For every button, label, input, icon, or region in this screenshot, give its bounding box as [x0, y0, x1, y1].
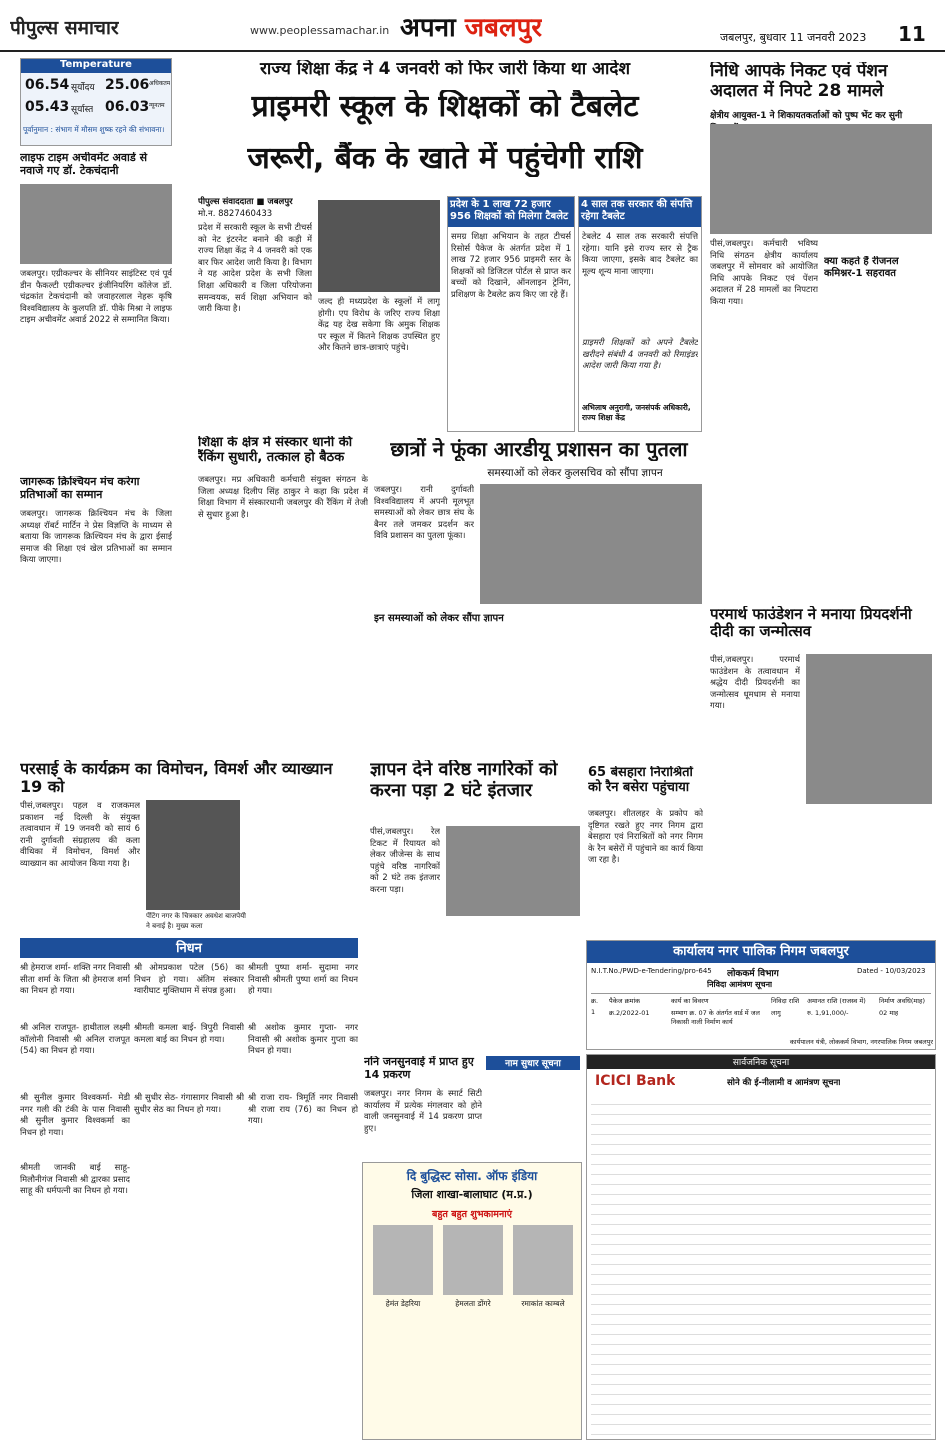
society-person-3: रमाकांत काम्बले	[521, 1299, 565, 1308]
lead-box-2	[578, 196, 702, 432]
lead-byline: पीपुल्स संवाददाता ■ जबलपुर	[198, 197, 293, 207]
lead-box-2-title: 4 साल तक सरकार की संपत्ति रहेगा टैबलेट	[579, 197, 701, 227]
lead-headline-1: प्राइमरी स्कूल के शिक्षकों को टैबलेट	[251, 90, 639, 124]
sunset-time: 05.43	[25, 99, 70, 115]
weather-forecast: पूर्वानुमान : संभाग में मौसम शुष्क रहने की संभावना।	[23, 125, 165, 134]
lead-body-2: जल्द ही मध्यप्रदेश के स्कूलों में लागू होगी। एप विरोध के जरिए राज्य शिक्षा केंद्र यह देख सकेगा कि अमुक शिक्षक पर स्कूल में कितने शिक्षक उपस्थित हुए और कितने छात्र-छात्राएं पहुंचे।	[318, 296, 440, 353]
lead-box-1-title: प्रदेश के 1 लाख 72 हजार 956 शिक्षकों को मिलेगा टैबलेट	[448, 197, 574, 227]
society-person-photo	[513, 1225, 573, 1295]
bank-notice-table	[591, 1095, 931, 1437]
tender-notice	[586, 940, 936, 1050]
hearing-headline: ननि जनसुनवाई में प्राप्त हुए 14 प्रकरण	[364, 1056, 474, 1081]
obits-list	[20, 962, 358, 1442]
effigy-kicker: समस्याओं को लेकर कुलसचिव को सौंपा ज्ञापन	[487, 467, 663, 479]
parsai-headline: परसाई के कार्यक्रम का विमोचन, विमर्श और व्याख्यान 19 को	[20, 760, 333, 797]
lead-box-1	[447, 196, 575, 432]
issue-date: जबलपुर, बुधवार 11 जनवरी 2023	[720, 31, 867, 44]
quiz-headline: जागरूक क्रिश्चियन मंच करेगा प्रतिभाओं का सम्मान	[20, 476, 140, 501]
society-person-1: हेमंत डेहरिया	[385, 1299, 421, 1308]
weather-title: Temperature	[21, 59, 171, 73]
obit-item: श्रीमती पुष्पा शर्मा- सुदामा नगर निवासी श्रीमती पुष्पा शर्मा का निधन हो गया।	[248, 962, 358, 996]
society-ad	[362, 1162, 582, 1440]
weather-box	[20, 58, 172, 146]
lead-box-2-quote: प्राइमरी शिक्षकों को अपने टैबलेट खरीदने संबंधी 4 जनवरी को रिमाइंडर आदेश जारी किया गया है।	[582, 337, 698, 371]
obits-title: निधन	[20, 938, 358, 958]
pension-photo	[710, 124, 932, 234]
tender-col: अमानत राशि (राजस्व में)	[807, 997, 866, 1005]
parsai-body: पीसं,जबलपुर। पहल व राजकमल प्रकाशन नई दिल्ली के संयुक्त तत्वावधान में 19 जनवरी को सायं 6 रानी दुर्गावती संग्रहालय की कला वीथिका में विमोचन, विमर्श और व्याख्यान का आयोजन किया गया है।	[20, 800, 140, 868]
obit-item: श्री अनिल राजपूत- हाथीताल लक्ष्मी कॉलोनी निवासी श्री अनिल राजपूत (54) का निधन हो गया।	[20, 1022, 130, 1056]
bank-notice	[586, 1054, 936, 1440]
obit-item: श्री अशोक कुमार गुप्ता- नगर निवासी श्री अशोक कुमार गुप्ता का निधन हो गया।	[248, 1022, 358, 1056]
lead-box-2-quote-by: अभिलाष अनुरागी, जनसंपर्क अधिकारी, राज्य शिक्षा केंद्र	[582, 403, 691, 422]
tender-cell: सम्भाग क्र. 07 के अंतर्गत वार्ड में जल निकासी नाली निर्माण कार्य	[671, 1009, 760, 1026]
award-photo	[20, 184, 172, 264]
tender-nit: N.I.T.No./PWD-e-Tendering/pro-645	[591, 967, 712, 975]
lead-mobile: मो.न. 8827460433	[198, 209, 273, 219]
obit-item: श्रीमती कमला बाई- त्रिपुरी निवासी कमला बाई का निधन हो गया।	[134, 1022, 244, 1044]
tender-col: पैकेज क्रमांक	[609, 997, 641, 1005]
obit-item: श्री सुधीर सेठ- गंगासागर निवासी श्री सुधीर सेठ का निधन हो गया।	[134, 1092, 244, 1114]
min-label: न्यूनतम	[149, 102, 165, 109]
obit-item: श्री ओमप्रकाश पटेल (56) का निधन हो गया। अंतिम संस्कार ग्वारीघाट मुक्तिधाम में संपन्न हुआ।	[134, 962, 244, 996]
ranking-headline: शिक्षा के क्षेत्र में संस्कार धानी की रैंकिंग सुधारी, तत्काल हो बैठक	[198, 436, 353, 465]
min-temp: 06.03	[105, 99, 150, 115]
tender-footer: कार्यपालन यंत्री, लोककर्म विभाग, नगरपालिक निगम जबलपुर	[789, 1038, 933, 1046]
bank-name: ICICI Bank	[595, 1073, 676, 1089]
page-number: 11	[898, 22, 926, 46]
param-photo	[806, 654, 932, 804]
tender-title: कार्यालय नगर पालिक निगम जबलपुर	[587, 941, 935, 963]
society-wish: बहुत बहुत शुभकामनाएं	[432, 1209, 512, 1220]
tender-col: क्र.	[591, 997, 599, 1005]
lead-box-2-body: टेबलेट 4 साल तक सरकारी संपत्ति रहेगा। यानि इसे राज्य स्तर से ट्रैक किया जाएगा, इसके बाद टैबलेट का मूल्य शून्य माना जाएगा।	[582, 231, 698, 276]
tender-col: कार्य का विवरण	[671, 997, 709, 1005]
section-title-b: जबलपुर	[464, 13, 543, 43]
pension-kicker: क्षेत्रीय आयुक्त-1 ने शिकायतकर्ताओं को पुष्प भेंट कर सुनी	[710, 111, 903, 121]
tender-cell: रु. 1,91,000/-	[807, 1009, 849, 1017]
website-url[interactable]: www.peoplessamachar.in	[250, 24, 390, 37]
tender-col: निविदा राशि	[771, 997, 800, 1005]
param-headline: परमार्थ फाउंडेशन ने मनाया प्रियदर्शनी दीदी का जन्मोत्सव	[710, 606, 912, 641]
param-body: पीसं,जबलपुर। परमार्थ फाउंडेशन के तत्वावधान में श्रद्धेय दीदी प्रियदर्शनी का जन्मोत्सव धूमधाम से मनाया गया।	[710, 654, 800, 711]
tender-cell: लागू	[771, 1009, 781, 1017]
tender-col: निर्माण अवधि(माह)	[879, 997, 925, 1005]
parsai-caption: पेंटिंग नगर के चित्रकार अवधेश बाजपेयी ने बनाई है। मुख्य कला	[146, 912, 246, 930]
shelter-body: जबलपुर। शीतलहर के प्रकोप को दृष्टिगत रखते हुए नगर निगम द्वारा बेसहारा एवं निराश्रितों को नगर निगम के रैन बसेरों में पहुंचाने का कार्य किया जा रहा है।	[588, 808, 703, 865]
sunset-label: सूर्यास्त	[71, 105, 94, 115]
tender-table	[591, 993, 931, 1033]
newspaper-logo: पीपुल्स समाचार	[10, 17, 119, 39]
tender-notice-label: निविदा आमंत्रण सूचना	[707, 980, 773, 989]
shelter-headline: 65 बेसहारा निराश्रितों को रैन बसेरा पहुंचाया	[588, 766, 693, 795]
tender-dated: Dated - 10/03/2023	[857, 967, 926, 975]
max-label: अधिकतम	[149, 80, 171, 87]
society-name: दि बुद्धिस्ट सोसा. ऑफ इंडिया	[406, 1169, 538, 1183]
pension-body: पीसं,जबलपुर। कर्मचारी भविष्य निधि संगठन क्षेत्रीय कार्यालय जबलपुर में सोमवार को आयोजित निधि आपके निकट एवं पेंशन अदालत में 28 मामलों का निपटारा किया गया।	[710, 238, 818, 306]
effigy-body: जबलपुर। रानी दुर्गावती विश्वविद्यालय में अपनी मूलभूत समस्याओं को लेकर छात्र संघ के बैनर तले जमकर प्रदर्शन कर विवि प्रशासन का पुतला फूंका।	[374, 484, 474, 541]
lead-kicker: राज्य शिक्षा केंद्र ने 4 जनवरी को फिर जारी किया था आदेश	[259, 60, 631, 79]
effigy-headline: छात्रों ने फूंका आरडीयू प्रशासन का पुतला	[390, 438, 688, 461]
memo-body: पीसं,जबलपुर। रेल टिकट में रियायत को लेकर जीजेन्स के साथ पहुंचे वरिष्ठ नागरिकों को 2 घंटे तक इंतजार करना पड़ा।	[370, 826, 440, 894]
max-temp: 25.06	[105, 77, 150, 93]
tender-cell: 1	[591, 1008, 596, 1016]
obit-item: श्री हेमराज शर्मा- शक्ति नगर निवासी सीता शर्मा के जिता श्री हेमराज शर्मा का निधन हो गया।	[20, 962, 130, 996]
memo-headline: ज्ञापन देने वरिष्ठ नागरिकों को करना पड़ा 2 घंटे इंतजार	[370, 760, 558, 801]
tender-dept: लोककर्म विभाग	[727, 969, 779, 979]
award-body: जबलपुर। एग्रीकल्चर के सीनियर साइंटिस्ट एवं पूर्व डीन फैकल्टी एग्रीकल्चर इंजीनियरिंग कॉलेज डॉ. चंद्रकांत टेकचंदानी को जवाहरलाल नेहरू कृषि विश्वविद्यालय के कुलपति डॉ. पीके मिश्रा ने लाइफ टाइम अचीवमेंट अवार्ड 2022 से सम्मानित किया।	[20, 268, 172, 325]
tablet-photo	[318, 200, 440, 292]
masthead	[0, 0, 945, 52]
memo-photo	[446, 826, 580, 916]
tender-cell: 02 माह	[879, 1009, 899, 1017]
pension-subhead: क्या कहते हैं रीजनल कमिश्नर-1 सहरावत	[824, 256, 899, 279]
society-branch: जिला शाखा-बालाघाट (म.प्र.)	[411, 1188, 533, 1201]
obit-item: श्री सुनील कुमार विश्वकर्मा- मेडी नगर गली की टंकी के पास निवासी श्री सुनील कुमार विश्वकर्मा का निधन हो गया।	[20, 1092, 130, 1137]
bank-notice-title: सार्वजनिक सूचना	[587, 1055, 935, 1069]
effigy-photo	[480, 484, 702, 604]
section-title	[400, 8, 542, 44]
sunrise-label: सूर्योदय	[71, 83, 95, 93]
obit-item: श्रीमती जानकी बाई साहू- मिलौनीगंज निवासी श्री द्वारका प्रसाद साहू की धर्मपत्नी का निधन हो गया।	[20, 1162, 130, 1196]
lead-headline-2: जरूरी, बैंक के खाते में पहुंचेगी राशि	[247, 142, 643, 176]
parsai-painting	[146, 800, 240, 910]
sunrise-time: 06.54	[25, 77, 70, 93]
bank-sub: सोने की ई-नीलामी व आमंत्रण सूचना	[727, 1078, 841, 1088]
quiz-body: जबलपुर। जागरूक क्रिश्चियन मंच के जिला अध्यक्ष रॉबर्ट मार्टिन ने प्रेस विज्ञप्ति के माध्यम से बताया कि जागरूक क्रिश्चियन मंच के द्वारा ईसाई समाज की शिक्षा एवं खेल प्रतिभाओं का सम्मान किया जाएगा।	[20, 508, 172, 565]
obit-item: श्री राजा राय- त्रिमूर्ति नगर निवासी श्री राजा राय (76) का निधन हो गया।	[248, 1092, 358, 1126]
society-person-photo	[373, 1225, 433, 1295]
effigy-subhead: इन समस्याओं को लेकर सौंपा ज्ञापन	[374, 613, 504, 624]
hearing-body: जबलपुर। नगर निगम के स्मार्ट सिटी कार्यालय में प्रत्येक मंगलवार को होने वाली जनसुनवाई में 14 प्रकरण प्राप्त हुए।	[364, 1088, 482, 1133]
lead-box-1-body: समग्र शिक्षा अभियान के तहत टीचर्स रिसोर्स पैकेज के अंतर्गत प्रदेश में 1 लाख 72 हजार 956 प्राइमरी स्तर के शिक्षकों को डिजिटल पोर्टल से प्राप्त कर बच्चों को दिखाने, ऑनलाइन ट्रेनिंग, प्रशिक्षण के टैबलेट क्रय किए जा रहे हैं।	[451, 231, 571, 299]
section-title-a: अपना	[400, 13, 456, 43]
tender-cell: क्र.2/2022-01	[609, 1009, 650, 1017]
award-headline: लाइफ टाइम अचीवमेंट अवार्ड से नवाजे गए डॉ. टेकचंदानी	[20, 152, 148, 177]
society-person-2: हेमलता डोंगरे	[455, 1299, 491, 1308]
ranking-body: जबलपुर। मप्र अधिकारी कर्मचारी संयुक्त संगठन के जिला अध्यक्ष दिलीप सिंह ठाकुर ने कहा कि प्रदेश में शिक्षा विभाग में संस्कारधानी जबलपुर की रैंकिंग में तेजी से सुधार हुआ है।	[198, 474, 368, 519]
society-person-photo	[443, 1225, 503, 1295]
pension-headline: निधि आपके निकट एवं पेंशन अदालत में निपटे 28 मामले	[710, 62, 888, 101]
lead-body-1: प्रदेश में सरकारी स्कूल के सभी टीचर्स को नेट इंटरनेट बनाने की कड़ी में राज्य शिक्षा केंद्र ने 4 जनवरी को एक बार फिर आदेश जारी किया है। विभाग ने यह आदेश प्रदेश के सभी जिला शिक्षा अधिकारी व जिला परियोजना समन्वयक, सर्व शिक्षा अभियान को जारी किया है।	[198, 222, 312, 314]
name-change-title: नाम सुधार सूचना	[486, 1056, 580, 1070]
